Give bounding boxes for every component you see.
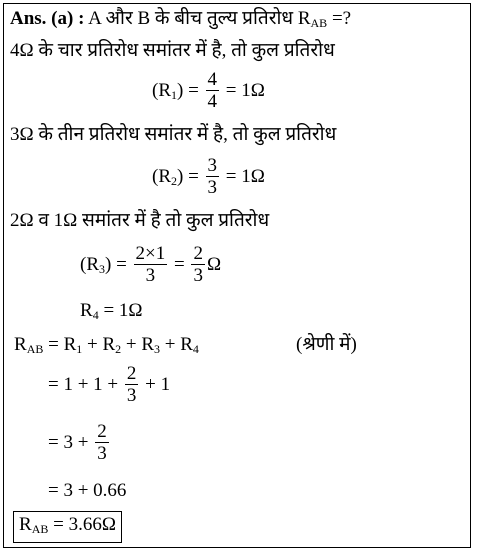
final-result: $R_{AB} = 3.66\Omega$ xyxy=(13,511,122,543)
equation-step2: = 3 + $\frac{2}{3}$ xyxy=(48,421,107,464)
statement-r2: 3Ω के तीन प्रतिरोध समांतर में है, तो कुल प्रतिरोध xyxy=(10,124,337,145)
fraction-r3a: $\frac{2\times 1}{3}$ xyxy=(135,243,166,286)
question-text: A और B के बीच तुल्य प्रतिरोध R xyxy=(88,8,311,29)
equation-r4: $R_4 = 1\Omega$ xyxy=(80,300,143,322)
fraction-step2: $\frac{2}{3}$ xyxy=(97,421,107,464)
statement-r3: 2Ω व 1Ω समांतर में है तो कुल प्रतिरोध xyxy=(10,210,270,231)
equation-r2: $(R_2)$ = $\frac{3}{3}$ = 1Ω xyxy=(152,155,265,198)
statement-r1: 4Ω के चार प्रतिरोध समांतर में है, तो कुल प्रतिरोध xyxy=(10,40,335,61)
equation-rab: $R_{AB} = R_1 + R_2 + R_3 + R_4$ (श्रेणी में) xyxy=(14,334,357,356)
answer-heading xyxy=(10,8,351,34)
fraction-r3b: $\frac{2}{3}$ xyxy=(193,243,203,286)
equation-step3: = 3 + 0.66 xyxy=(48,480,127,501)
answer-label: Ans. (a) : xyxy=(10,8,85,29)
question-end: =? xyxy=(327,8,352,29)
fraction-r2: $\frac{3}{3}$ xyxy=(207,155,218,198)
equation-step1: = 1 + 1 + $\frac{2}{3}$ + 1 xyxy=(48,363,171,406)
rab-subscript: AB xyxy=(310,16,328,30)
equation-r1: $(R_1)$ = $\frac{4}{4}$ = 1Ω xyxy=(152,69,265,112)
series-note: (श्रेणी में) xyxy=(296,334,357,355)
equation-r3: $(R_3)$ = $\frac{2\times 1}{3}$ = $\frac{2}{3}$ Ω xyxy=(80,243,222,286)
fraction-r1: $\frac{4}{4}$ xyxy=(207,69,218,112)
fraction-step1: $\frac{2}{3}$ xyxy=(126,363,137,406)
